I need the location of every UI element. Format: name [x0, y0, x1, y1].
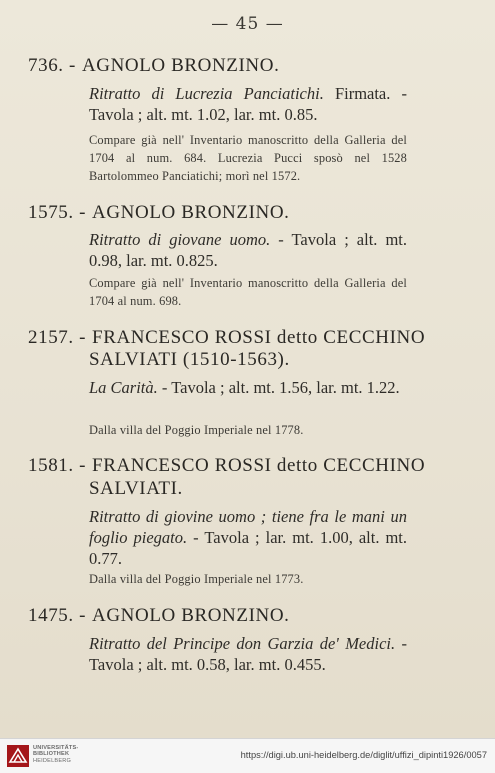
artwork-details: - Tavola ; alt. mt. 0.58, lar. mt. 0.455. — [89, 634, 407, 674]
artwork-details: - Tavola ; alt. mt. 0.98, lar. mt. 0.825. — [89, 230, 407, 270]
entry-artist: AGNOLO BRONZINO. — [92, 605, 290, 626]
library-name-line2: BIBLIOTHEK — [33, 751, 70, 758]
entry-number: 1575. - — [28, 202, 87, 223]
artwork-details: Firmata. - Tavola ; alt. mt. 1.02, lar. mt. 0.85. — [89, 84, 407, 124]
entry-note: Dalla villa del Poggio Imperiale nel 1773. — [89, 572, 304, 586]
page-number: — 45 — — [211, 14, 284, 34]
entry-number: 1475. - — [28, 605, 87, 626]
entry-number: 2157. - — [28, 327, 87, 348]
viewer-footer-bar — [0, 738, 495, 773]
entry-artist: AGNOLO BRONZINO. — [81, 55, 280, 76]
entry-artist-continued: SALVIATI. — [89, 478, 183, 499]
entry-description — [89, 633, 407, 675]
artwork-title: Ritratto di giovine uomo ; tiene fra le mani un foglio piegato. — [89, 507, 407, 547]
entry-note: Compare già nell' Inventario manoscritto della Galleria del 1704 al num. 684. Lucrezia Pucci sposò nel 1528 Bartolommeo Panciatichi; morì nel 1572. — [89, 133, 407, 183]
entry-artist: FRANCESCO ROSSI detto CECCHINO — [92, 455, 426, 476]
entry-description — [89, 506, 407, 569]
entry-description — [89, 229, 407, 271]
entry-note: Dalla villa del Poggio Imperiale nel 1778. — [89, 423, 304, 437]
entry-number: 736. - — [28, 55, 76, 76]
entry-note: Compare già nell' Inventario manoscritto della Galleria del 1704 al num. 698. — [89, 276, 407, 308]
entry-heading — [28, 55, 279, 77]
entry-heading — [28, 202, 290, 224]
artwork-details: - Tavola ; alt. mt. 1.56, lar. mt. 1.22. — [157, 378, 400, 397]
artwork-title: Ritratto di giovane uomo. — [89, 230, 271, 249]
entry-heading — [28, 327, 425, 349]
entry-heading — [28, 455, 425, 477]
entry-artist-continued: SALVIATI (1510-1563). — [89, 349, 290, 370]
university-library-logo-icon — [6, 744, 30, 768]
artwork-title: La Carità. — [89, 378, 158, 397]
document-url-link[interactable]: https://digi.ub.uni-heidelberg.de/diglit/uffizi_dipinti1926/0057 — [240, 750, 487, 760]
entry-artist: AGNOLO BRONZINO. — [92, 202, 290, 223]
artwork-title: Ritratto di Lucrezia Panciatichi. — [89, 84, 324, 103]
entry-description — [89, 377, 407, 398]
library-name-line3: HEIDELBERG — [33, 757, 72, 764]
artwork-title: Ritratto del Principe don Garzia de' Medici. — [89, 634, 396, 653]
entry-heading — [28, 605, 290, 627]
artwork-details: - Tavola ; lar. mt. 1.00, alt. mt. 0.77. — [89, 528, 407, 568]
entry-artist: FRANCESCO ROSSI detto CECCHINO — [92, 327, 426, 348]
entry-description — [89, 83, 407, 125]
library-name — [33, 745, 79, 764]
library-name-line1: UNIVERSITÄTS- — [33, 745, 79, 751]
entry-number: 1581. - — [28, 455, 87, 476]
